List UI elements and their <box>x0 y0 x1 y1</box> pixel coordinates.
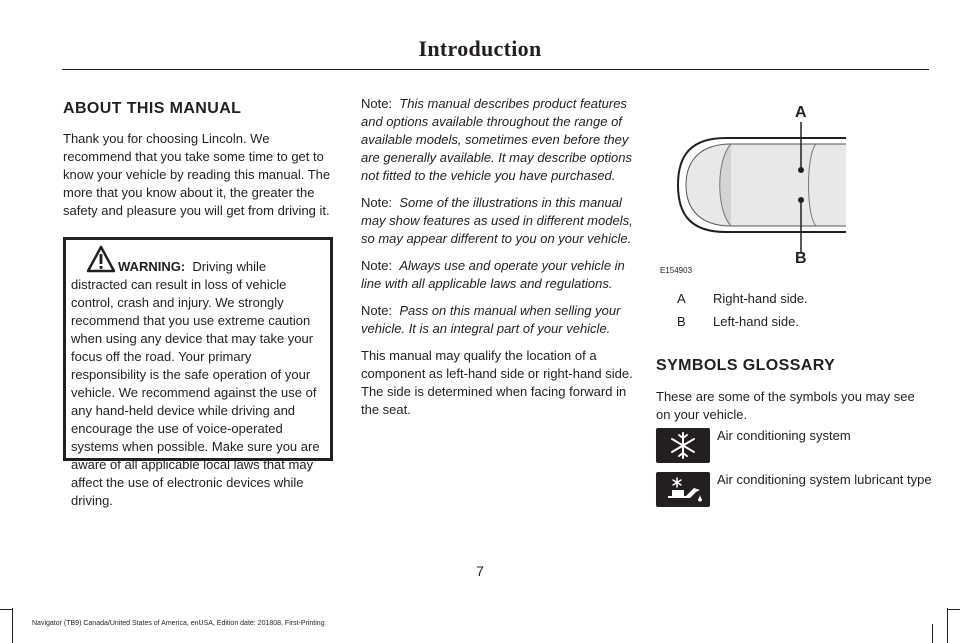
crop-mark <box>12 608 13 643</box>
legend-key: B <box>677 314 686 329</box>
crop-mark <box>932 624 933 643</box>
warning-text: Driving while distracted can result in loss of vehicle control, crash and injury. We strongly recommend that you use extreme caution when using any device that may take your focus off the road. Your primary responsibility is the safe operation of your vehicle. We recommend against the use of any hand-held device while driving and encourage the use of voice-operated systems when possible. Make sure you are aware of all applicable local laws that may affect the use of electronic devices while driving. <box>71 259 320 508</box>
warning-content <box>71 258 326 510</box>
symbol-label: Air conditioning system lubricant type <box>717 472 932 487</box>
about-heading: ABOUT THIS MANUAL <box>63 100 242 117</box>
legend-value: Left-hand side. <box>713 314 800 329</box>
symbol-label: Air conditioning system <box>717 428 851 443</box>
page-number: 7 <box>476 563 484 579</box>
legend-key: A <box>677 291 686 306</box>
note-item: Note: Always use and operate your vehicle in line with all applicable laws and regulations. <box>361 258 625 291</box>
page-header-title: Introduction <box>418 36 542 61</box>
snowflake-icon <box>656 428 710 463</box>
figure-label-a: A <box>795 104 807 121</box>
location-paragraph: This manual may qualify the location of a component as left-hand side or right-hand side. The side is determined when facing forward in the seat. <box>361 348 633 417</box>
legend-value: Right-hand side. <box>713 291 808 306</box>
ac-lubricant-icon <box>656 472 710 507</box>
car-side-figure <box>656 100 856 280</box>
crop-mark <box>947 608 948 643</box>
symbols-heading: SYMBOLS GLOSSARY <box>656 357 836 374</box>
crop-mark <box>947 609 960 610</box>
warning-box <box>63 237 333 508</box>
header-rule <box>62 69 929 70</box>
note-item: Note: Some of the illustrations in this manual may show features as used in different models, so may appear different to you on your vehicle. <box>361 195 633 246</box>
symbols-intro: These are some of the symbols you may see on your vehicle. <box>656 389 915 422</box>
edition-footer: Navigator (TB9) Canada/United States of America, enUSA, Edition date: 201808, First-Printing <box>32 620 325 627</box>
figure-code: E154903 <box>660 266 693 275</box>
about-intro: Thank you for choosing Lincoln. We recommend that you take some time to get to know your vehicle by reading this manual. The more that you know about it, the greater the safety and pleasure you will get from driving it. <box>63 131 331 218</box>
figure-label-b: B <box>795 250 807 267</box>
crop-mark <box>0 609 13 610</box>
warning-label: WARNING: <box>118 259 186 274</box>
notes-column <box>361 95 633 428</box>
note-item: Note: This manual describes product features and options available throughout the range of available models, sometimes even before they are generally available. It may describe options not fitted to the vehicle you have purchased. <box>361 96 632 183</box>
note-item: Note: Pass on this manual when selling your vehicle. It is an integral part of your vehicle. <box>361 303 621 336</box>
